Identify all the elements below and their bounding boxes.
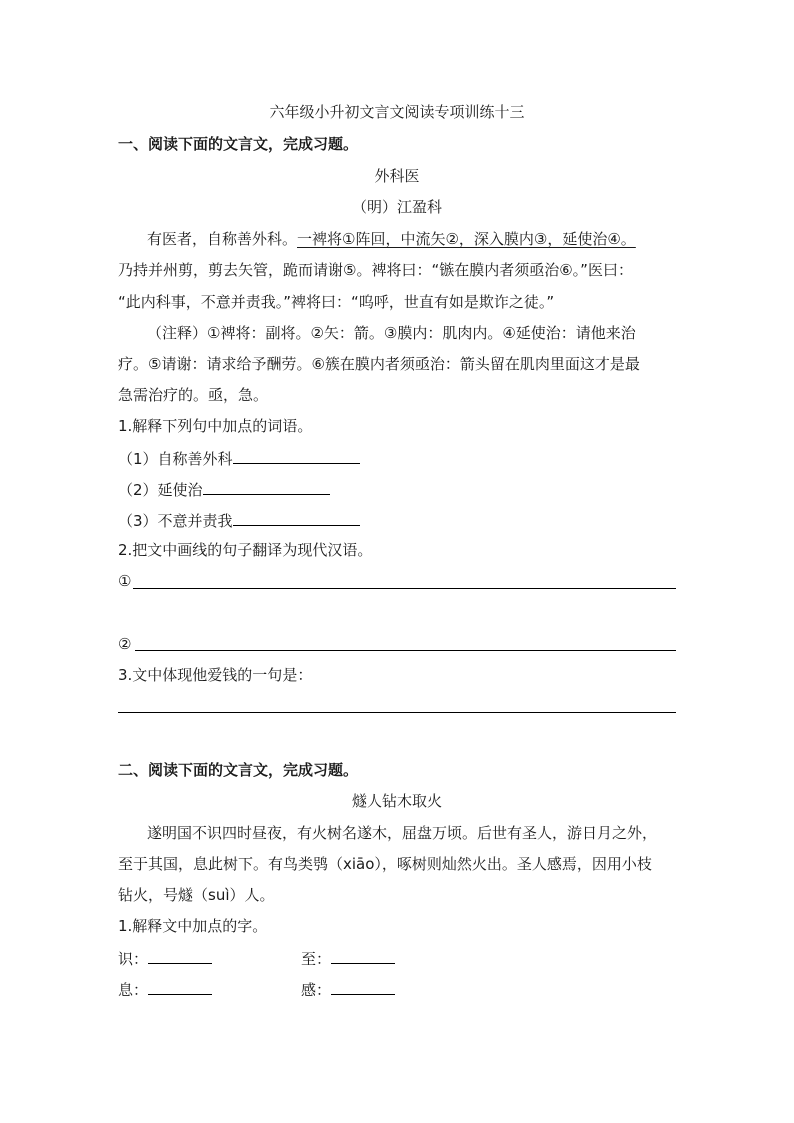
question1-item1-label: （1）自称善外科: [118, 450, 233, 468]
passage2-line3: 钻火，号燧（suì）人。: [118, 886, 275, 904]
section1-heading: 一、阅读下面的文言文，完成习题。: [118, 135, 359, 153]
passage2-line2: 至于其国，息此树下。有鸟类鸮（xiāo），啄树则灿然火出。圣人感焉，因用小枝: [118, 855, 652, 873]
question3: 3.文中体现他爱钱的一句是：: [118, 666, 313, 684]
document-title: 六年级小升初文言文阅读专项训练十三: [269, 103, 525, 121]
notes-line2: 疗。⑤请谢：请求给予酬劳。⑥簇在膜内者须亟治：箭头留在肌肉里面这才是最: [118, 355, 640, 373]
answer-blank[interactable]: [148, 978, 212, 995]
answer-line[interactable]: [133, 588, 676, 589]
passage1-underlined-sentence-1: 一裨将①阵回，中流矢②，深入膜内③，延使治④。: [297, 230, 636, 248]
answer-line[interactable]: [118, 712, 676, 713]
answer-blank[interactable]: [331, 947, 395, 964]
question1-item2: [118, 478, 330, 500]
question2: 2.把文中画线的句子翻译为现代汉语。: [118, 541, 373, 559]
question2-answer2-marker: ②: [118, 635, 132, 653]
passage1-line1-plain: 有医者，自称善外科。: [147, 230, 298, 248]
passage1-line1: [147, 229, 636, 249]
answer-blank[interactable]: [233, 447, 360, 464]
notes-line3: 急需治疗的。亟，急。: [118, 386, 269, 404]
passage1-title: 外科医: [374, 167, 420, 185]
passage2-title: 燧人钻木取火: [351, 792, 442, 810]
answer-item-gan: [301, 978, 395, 1000]
answer-item-shi: [118, 947, 212, 969]
passage1-line2: 乃持并州剪，剪去矢管，跪而请谢⑤。裨将曰：“镞在膜内者须亟治⑥。”医曰：: [118, 261, 633, 279]
section2-question1: 1.解释文中加点的字。: [118, 917, 268, 935]
question1-item3: [118, 509, 360, 531]
passage1-author: （明）江盈科: [351, 198, 442, 216]
question1: 1.解释下列句中加点的词语。: [118, 417, 313, 435]
answer-item-zhi: [301, 947, 395, 969]
section2-heading: 二、阅读下面的文言文，完成习题。: [118, 761, 359, 779]
answer-blank[interactable]: [148, 947, 212, 964]
answer-label-gan: 感：: [301, 981, 332, 999]
answer-label-xi: 息：: [118, 981, 149, 999]
answer-line[interactable]: [135, 650, 676, 651]
question1-item2-label: （2）延使治: [118, 481, 203, 499]
passage1-line3: “此内科事，不意并责我。”裨将曰：“呜呼，世直有如是欺诈之徒。”: [118, 293, 555, 311]
answer-label-zhi: 至：: [301, 950, 332, 968]
question1-item3-label: （3）不意并责我: [118, 512, 233, 530]
answer-item-xi: [118, 978, 212, 1000]
answer-blank[interactable]: [203, 478, 330, 495]
notes-line1: （注释）①裨将：副将。②矢：箭。③膜内：肌肉内。④延使治：请他来治: [147, 324, 636, 342]
answer-label-shi: 识：: [118, 950, 149, 968]
passage2-line1: 遂明国不识四时昼夜，有火树名遂木，屈盘万顷。后世有圣人，游日月之外，: [147, 824, 658, 842]
answer-blank[interactable]: [233, 509, 360, 526]
answer-blank[interactable]: [331, 978, 395, 995]
question2-answer1-marker: ①: [118, 572, 132, 590]
question1-item1: [118, 447, 360, 469]
